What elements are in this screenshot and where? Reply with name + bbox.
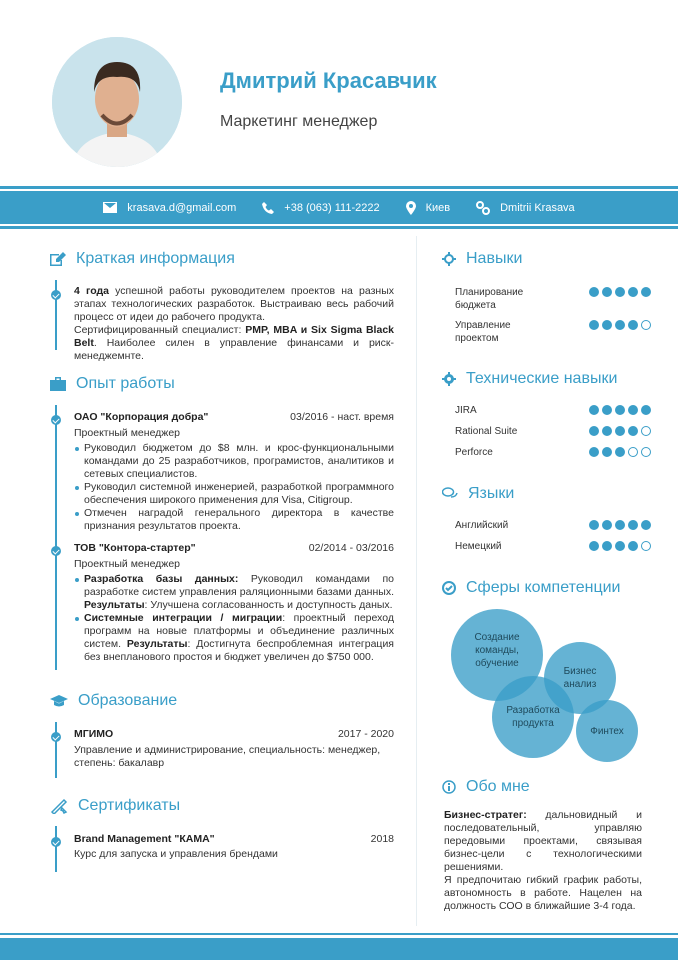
- heading-text: Навыки: [466, 250, 523, 267]
- tech-skills-list: [455, 404, 651, 467]
- filled-dot-icon: [602, 320, 612, 330]
- contact-link[interactable]: [476, 201, 575, 215]
- profile-photo: [52, 37, 182, 167]
- email-text: krasava.d@gmail.com: [127, 201, 237, 214]
- location-pin-icon: [406, 201, 416, 215]
- filled-dot-icon: [615, 520, 625, 530]
- skill-label: Rational Suite: [455, 426, 518, 437]
- empty-dot-icon: [628, 447, 638, 457]
- filled-dot-icon: [589, 520, 599, 530]
- empty-dot-icon: [641, 426, 651, 436]
- heading-text: Технические навыки: [466, 370, 618, 387]
- skill-row: [455, 404, 651, 417]
- filled-dot-icon: [589, 320, 599, 330]
- divider: [0, 186, 678, 189]
- heading-text: Обо мне: [466, 778, 530, 795]
- gear-icon: [442, 372, 456, 386]
- filled-dot-icon: [615, 287, 625, 297]
- contact-location: [406, 201, 451, 215]
- envelope-icon: [103, 202, 117, 213]
- competence-bubble: Бизнес анализ: [544, 642, 616, 714]
- column-divider: [416, 236, 417, 926]
- languages-heading: [442, 485, 514, 503]
- certificate-entry: Brand Management "КАМА" 2018 Курс для запуска и управления брендами: [74, 833, 394, 860]
- filled-dot-icon: [615, 426, 625, 436]
- list-item: Отмечен наградой генерального директора в качестве признания результатов проекта.: [74, 507, 394, 533]
- skill-rating: [589, 447, 651, 459]
- filled-dot-icon: [615, 541, 625, 551]
- check-icon: [51, 290, 61, 300]
- filled-dot-icon: [602, 426, 612, 436]
- chat-icon: [442, 487, 458, 501]
- competence-heading: [442, 579, 621, 597]
- filled-dot-icon: [628, 405, 638, 415]
- skill-label: Планирование бюджета: [455, 287, 524, 311]
- list-item: Разработка базы данных: Руководил командами по разработке систем управления раляционными базами данных. Результаты: Улучшена согласованность и доступность даных.: [74, 573, 394, 612]
- contact-email[interactable]: [103, 202, 236, 214]
- skill-rating: [589, 287, 651, 312]
- filled-dot-icon: [641, 520, 651, 530]
- job-entry: ТОВ "Контора-стартер" 02/2014 - 03/2016 Проектный менеджер Разработка базы данных: Руководил командами по разработке систем управления раляционными базами данных. Результаты: Улучшена согласованность и доступность даных. Системные интеграции / миграции: проектный переход программ на новые платформы и объединение различных систем. Результаты: Достигнута беспроблемная интеграция без внепланового простоя и бюджет увеличен до $750 000.: [74, 542, 395, 663]
- list-item: Руководил системной инженерией, разработкой программного обеспечения широкого применения для Visa, Citigroup.: [74, 481, 394, 507]
- timeline-line: [55, 826, 57, 872]
- skill-row: [455, 540, 651, 553]
- info-icon: [442, 780, 456, 794]
- skill-label: Perforce: [455, 447, 493, 458]
- empty-dot-icon: [641, 447, 651, 457]
- edit-icon: [50, 252, 66, 266]
- check-circle-icon: [442, 581, 456, 595]
- person-name: Дмитрий Красавчик: [220, 68, 437, 93]
- divider: [0, 226, 678, 229]
- heading-text: Краткая информация: [76, 250, 235, 267]
- crosshair-icon: [442, 252, 456, 266]
- heading-text: Опыт работы: [76, 375, 175, 392]
- skill-rating: [589, 405, 651, 417]
- skill-row: [455, 425, 651, 438]
- filled-dot-icon: [628, 426, 638, 436]
- contact-phone[interactable]: [262, 202, 379, 214]
- empty-dot-icon: [641, 320, 651, 330]
- filled-dot-icon: [641, 287, 651, 297]
- footer-bar: [0, 938, 678, 960]
- competence-bubble: Финтех: [576, 700, 638, 762]
- about-heading: [442, 778, 530, 796]
- filled-dot-icon: [589, 405, 599, 415]
- skills-heading: [442, 250, 522, 268]
- empty-dot-icon: [641, 541, 651, 551]
- link-text: Dmitrii Krasava: [500, 201, 575, 214]
- briefcase-icon: [50, 377, 66, 391]
- languages-list: [455, 519, 651, 561]
- filled-dot-icon: [602, 405, 612, 415]
- skill-label: JIRA: [455, 405, 477, 416]
- timeline-line: [55, 722, 57, 778]
- location-text: Киев: [425, 201, 451, 214]
- list-item: Системные интеграции / миграции: проектный переход программ на новые платформы и объединение различных систем. Результаты: Достигнута беспроблемная интеграция без внепланового простоя и бюджет увеличен до $750 000.: [74, 612, 394, 664]
- about-text: Бизнес-стратег: дальновидный и последовательный, управляю передовыми проектами, связывая бизнес-цели с технологическими решениями. Я предпочитаю гибкий график работы, автономность в работе. Нацелен на должность СОО в ближайшие 3-4 года.: [444, 809, 642, 912]
- filled-dot-icon: [602, 520, 612, 530]
- filled-dot-icon: [602, 541, 612, 551]
- filled-dot-icon: [589, 541, 599, 551]
- tech-skills-heading: [442, 370, 617, 388]
- check-icon: [51, 837, 61, 847]
- certificate-icon: [50, 798, 68, 814]
- certificates-heading: [50, 797, 180, 815]
- filled-dot-icon: [628, 320, 638, 330]
- competence-bubble: Создание команды, обучение: [451, 609, 543, 701]
- education-entry: МГИМО 2017 - 2020 Управление и администрирование, специальность: менеджер, степень: бакалавр: [74, 728, 394, 769]
- filled-dot-icon: [628, 541, 638, 551]
- check-icon: [51, 546, 61, 556]
- contact-bar: [0, 191, 678, 224]
- timeline-line: [55, 405, 57, 670]
- filled-dot-icon: [589, 426, 599, 436]
- skills-list: [455, 286, 651, 352]
- heading-text: Сертификаты: [78, 797, 181, 814]
- skill-row: [455, 446, 651, 459]
- education-heading: [50, 692, 177, 710]
- skill-rating: [589, 320, 651, 345]
- summary-heading: [50, 250, 235, 268]
- skill-row: [455, 319, 651, 345]
- graduation-cap-icon: [50, 695, 68, 707]
- skill-rating: [589, 426, 651, 438]
- competence-bubble: Разработка продукта: [492, 676, 574, 758]
- heading-text: Образование: [78, 692, 178, 709]
- experience-heading: [50, 375, 175, 393]
- filled-dot-icon: [615, 405, 625, 415]
- job-entry: ОАО "Корпорация добра" 03/2016 - наст. время Проектный менеджер Руководил бюджетом до $8 млн. и крос-функциональными командами до 25 разработчиков, програмистов, аналитиков и сетевых специалистов. Руководил системной инженерией, разработкой программного обеспечения широкого применения для Visa, Citigroup. Отмечен наградой генерального директора в качестве признания результатов проекта.: [74, 411, 394, 532]
- skill-rating: [589, 541, 651, 553]
- skill-row: [455, 519, 651, 532]
- filled-dot-icon: [628, 287, 638, 297]
- summary-text: 4 года успешной работы руководителем проектов на разных этапах технологических разработок. Выстраиваю весь рабочий процесс от идеи до рабочего продукта. Сертифицированный специалист: PMP, MBA и Six Sigma Black Belt. Наиболее силен в управление финансами и риск-менеджемнте.: [74, 285, 394, 362]
- check-icon: [51, 732, 61, 742]
- skill-label: Управление проектом: [455, 320, 511, 344]
- phone-text: +38 (063) 111-2222: [284, 201, 380, 214]
- skill-rating: [589, 520, 651, 532]
- filled-dot-icon: [602, 287, 612, 297]
- filled-dot-icon: [589, 447, 599, 457]
- filled-dot-icon: [641, 405, 651, 415]
- heading-text: Сферы компетенции: [466, 579, 621, 596]
- heading-text: Языки: [468, 485, 515, 502]
- skill-label: Немецкий: [455, 541, 502, 552]
- list-item: Руководил бюджетом до $8 млн. и крос-функциональными командами до 25 разработчиков, програмистов, аналитиков и сетевых специалистов.: [74, 442, 394, 481]
- skill-row: [455, 286, 651, 312]
- filled-dot-icon: [602, 447, 612, 457]
- job-title: Маркетинг менеджер: [220, 113, 378, 130]
- check-icon: [51, 415, 61, 425]
- filled-dot-icon: [615, 447, 625, 457]
- filled-dot-icon: [615, 320, 625, 330]
- divider: [0, 933, 678, 935]
- filled-dot-icon: [589, 287, 599, 297]
- filled-dot-icon: [628, 520, 638, 530]
- link-icon: [476, 201, 490, 215]
- phone-icon: [262, 202, 274, 214]
- skill-label: Английский: [455, 520, 509, 531]
